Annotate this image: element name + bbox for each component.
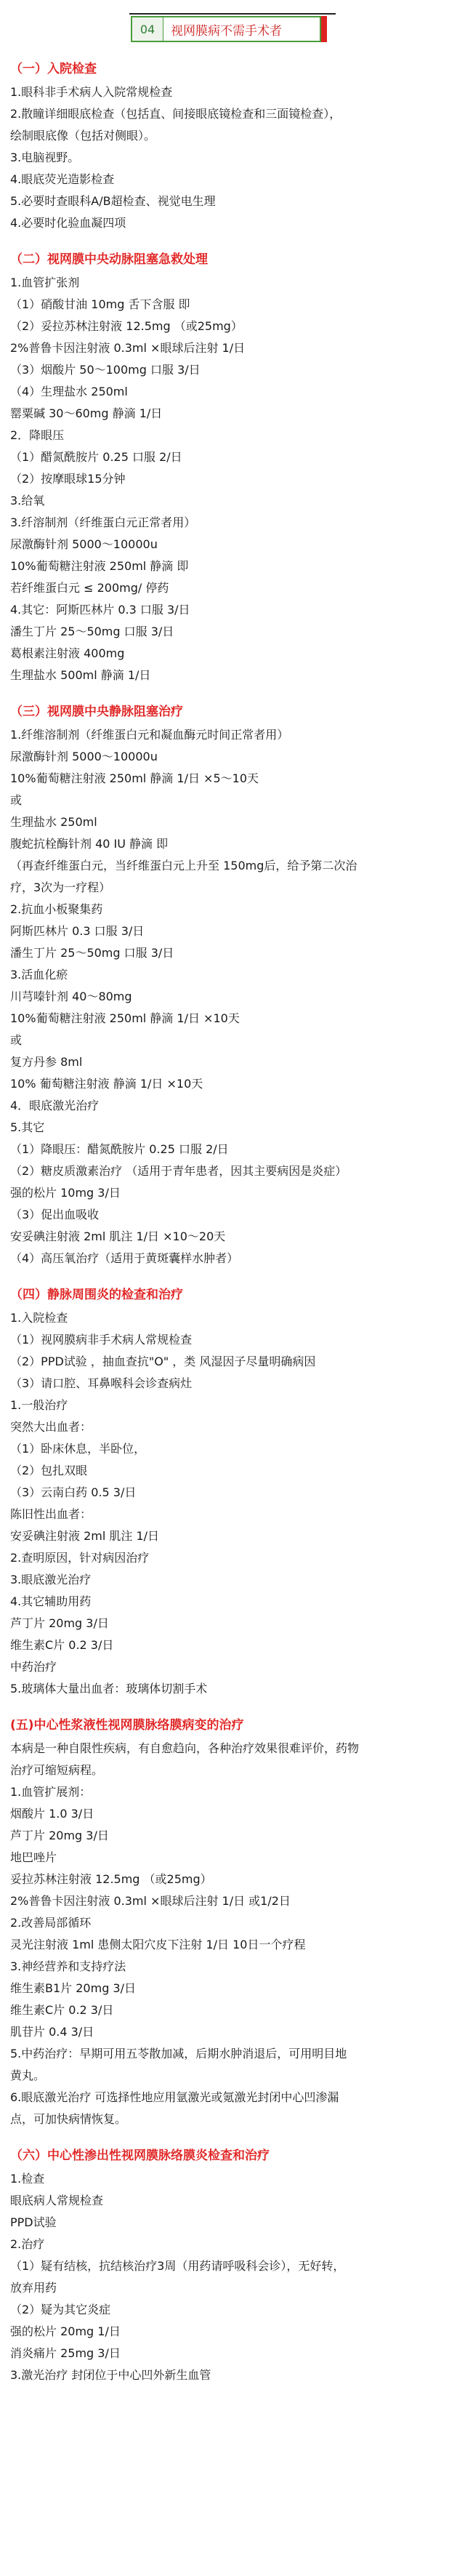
sections-container bbox=[0, 57, 465, 2394]
text-line: 2%普鲁卡因注射液 0.3ml ×眼球后注射 1/日 或1/2日 bbox=[10, 1894, 291, 1908]
text-line: 若纤维蛋白元 ≤ 200mg/ 停药 bbox=[10, 581, 169, 595]
text-line: （3）云南白药 0.5 3/日 bbox=[10, 1485, 137, 1499]
text-line: 烟酸片 1.0 3/日 bbox=[10, 1807, 94, 1821]
text-line: （1）降眼压：醋氮酰胺片 0.25 口服 2/日 bbox=[10, 1142, 229, 1156]
text-line: 3.激光治疗 封闭位于中心凹外新生血管 bbox=[10, 2368, 211, 2382]
text-line: 腹蛇抗栓酶针剂 40 IU 静滴 即 bbox=[10, 837, 169, 851]
text-line: （2）按摩眼球15分钟 bbox=[10, 472, 126, 486]
section-title: （三）视网膜中央静脉阻塞治疗 bbox=[10, 705, 183, 719]
text-line: 强的松片 20mg 1/日 bbox=[10, 2324, 121, 2338]
text-line: 6.眼底激光治疗 可选择性地应用氩激光或氪激光封闭中心凹渗漏 bbox=[10, 2090, 339, 2104]
text-line: 2.改善局部循环 bbox=[10, 1916, 92, 1930]
header-rule bbox=[129, 13, 336, 15]
text-line: （4）生理盐水 250ml bbox=[10, 385, 128, 398]
text-line: 2.治疗 bbox=[10, 2237, 45, 2251]
text-line: 尿激酶针剂 5000～10000u bbox=[10, 537, 158, 551]
text-line: （2）PPD试验 ，抽血查抗"O" ，类 风湿因子尽量明确病因 bbox=[10, 1355, 316, 1368]
text-line: 阿斯匹林片 0.3 口服 3/日 bbox=[10, 924, 145, 938]
text-line: 或 bbox=[10, 793, 23, 807]
text-line: 4．眼底激光治疗 bbox=[10, 1099, 100, 1112]
chapter-number: 04 bbox=[132, 17, 163, 41]
text-line: 尿激酶针剂 5000～10000u bbox=[10, 750, 158, 763]
text-line: （3）促出血吸收 bbox=[10, 1208, 100, 1221]
text-line: 灵光注射液 1ml 患侧太阳穴皮下注射 1/日 10日一个疗程 bbox=[10, 1938, 306, 1951]
text-line: 2.抗血小板聚集药 bbox=[10, 902, 103, 916]
text-line: 5.中药治疗：早期可用五苓散加减，后期水肿消退后，可用明目地 bbox=[10, 2047, 347, 2061]
text-line: 2.查明原因，针对病因治疗 bbox=[10, 1551, 150, 1565]
text-line: 1.检查 bbox=[10, 2172, 45, 2186]
text-line: 肌苷片 0.4 3/日 bbox=[10, 2025, 94, 2039]
text-line: （2）糖皮质激素治疗 （适用于青年患者，因其主要病因是炎症） bbox=[10, 1164, 347, 1178]
text-line: （1）硝酸甘油 10mg 舌下含服 即 bbox=[10, 297, 190, 311]
text-line: （4）高压氧治疗（适用于黄斑囊样水肿者） bbox=[10, 1251, 239, 1265]
text-line: 2.散瞳详细眼底检查（包括直、间接眼底镜检查和三面镜检查）， bbox=[10, 107, 341, 121]
text-line: 复方丹参 8ml bbox=[10, 1055, 83, 1069]
text-line: 3.眼底激光治疗 bbox=[10, 1573, 92, 1586]
text-line: 葛根素注射液 400mg bbox=[10, 646, 125, 660]
section-gap bbox=[10, 1269, 455, 1277]
section bbox=[0, 1283, 465, 1707]
section-gap bbox=[10, 2386, 455, 2394]
text-line: 安妥碘注射液 2ml 肌注 1/日 ×10～20天 bbox=[10, 1229, 226, 1243]
text-line: 3.神经营养和支持疗法 bbox=[10, 1959, 126, 1973]
text-line: 1.血管扩张剂 bbox=[10, 276, 80, 289]
text-line: （1）卧床休息，半卧位， bbox=[10, 1442, 146, 1456]
text-line: 生理盐水 250ml bbox=[10, 815, 97, 829]
text-line: 1.入院检查 bbox=[10, 1311, 68, 1325]
text-line: 点，可加快病情恢复。 bbox=[10, 2112, 127, 2126]
text-line: 3.给氧 bbox=[10, 494, 45, 507]
text-line: 10%葡萄糖注射液 250ml 静滴 1/日 ×5～10天 bbox=[10, 771, 259, 785]
text-line: 地巴唑片 bbox=[10, 1850, 57, 1864]
chapter-header bbox=[0, 0, 465, 51]
text-line: 绘制眼底像（包括对侧眼）。 bbox=[10, 129, 156, 143]
section bbox=[0, 699, 465, 1277]
text-line: 1.血管扩展剂： bbox=[10, 1785, 92, 1799]
text-line: 5.必要时查眼科A/B超检查、视觉电生理 bbox=[10, 194, 216, 208]
header-accent-bar bbox=[321, 16, 327, 42]
text-line: 妥拉苏林注射液 12.5mg （或25mg） bbox=[10, 1872, 212, 1886]
section-gap bbox=[10, 2130, 455, 2138]
section bbox=[0, 1713, 465, 2138]
text-line: （1）疑有结核，抗结核治疗3周（用药请呼吸科会诊），无好转， bbox=[10, 2259, 345, 2273]
text-line: PPD试验 bbox=[10, 2215, 57, 2229]
section-title: (五)中心性浆液性视网膜脉络膜病变的治疗 bbox=[10, 1718, 244, 1733]
text-line: 陈旧性出血者： bbox=[10, 1507, 92, 1521]
text-line: 4.眼底荧光造影检查 bbox=[10, 172, 115, 186]
text-line: 3.电脑视野。 bbox=[10, 151, 80, 164]
text-line: 消炎痛片 25mg 3/日 bbox=[10, 2346, 121, 2360]
text-line: 治疗可缩短病程。 bbox=[10, 1763, 104, 1777]
text-line: 5.其它 bbox=[10, 1120, 45, 1134]
text-line: 5.玻璃体大量出血者：玻璃体切割手术 bbox=[10, 1682, 208, 1696]
section-title: （四）静脉周围炎的检查和治疗 bbox=[10, 1288, 183, 1302]
text-line: （2）疑为其它炎症 bbox=[10, 2303, 111, 2316]
text-line: 罂粟碱 30～60mg 静滴 1/日 bbox=[10, 406, 163, 420]
text-line: 生理盐水 500ml 静滴 1/日 bbox=[10, 668, 151, 682]
text-line: 维生素C片 0.2 3/日 bbox=[10, 2003, 114, 2017]
text-line: 10%葡萄糖注射液 250ml 静滴 即 bbox=[10, 559, 189, 573]
section-gap bbox=[10, 686, 455, 694]
text-line: （1）醋氮酰胺片 0.25 口服 2/日 bbox=[10, 450, 182, 464]
text-line: （2）妥拉苏林注射液 12.5mg （或25mg） bbox=[10, 319, 243, 333]
text-line: 10% 葡萄糖注射液 静滴 1/日 ×10天 bbox=[10, 1077, 203, 1091]
section-title: （六）中心性渗出性视网膜脉络膜炎检查和治疗 bbox=[10, 2148, 270, 2163]
text-line: 3.活血化瘀 bbox=[10, 968, 68, 982]
text-line: 维生素B1片 20mg 3/日 bbox=[10, 1981, 137, 1995]
text-line: 潘生丁片 25～50mg 口服 3/日 bbox=[10, 625, 174, 638]
section-gap bbox=[10, 234, 455, 241]
text-line: 4.其它辅助用药 bbox=[10, 1594, 92, 1608]
text-line: 放弃用药 bbox=[10, 2281, 57, 2295]
text-line: （3）烟酸片 50～100mg 口服 3/日 bbox=[10, 363, 201, 377]
section-gap bbox=[10, 1700, 455, 1707]
text-line: 芦丁片 20mg 3/日 bbox=[10, 1616, 109, 1630]
chapter-title-box bbox=[131, 16, 321, 42]
section-title: （一）入院检查 bbox=[10, 62, 97, 76]
text-line: 强的松片 10mg 3/日 bbox=[10, 1186, 121, 1200]
text-line: 维生素C片 0.2 3/日 bbox=[10, 1638, 114, 1652]
text-line: （3）请口腔、耳鼻喉科会诊查病灶 bbox=[10, 1376, 193, 1390]
section bbox=[0, 57, 465, 241]
text-line: 突然大出血者： bbox=[10, 1420, 92, 1434]
text-line: 川芎嗪针剂 40～80mg bbox=[10, 990, 132, 1003]
text-line: 3.纤溶制剂（纤维蛋白元正常者用） bbox=[10, 515, 196, 529]
section bbox=[0, 2143, 465, 2394]
text-line: 1.眼科非手术病人入院常规检查 bbox=[10, 85, 173, 99]
chapter-title: 视网膜病不需手术者 bbox=[171, 23, 282, 39]
text-line: 或 bbox=[10, 1033, 23, 1047]
section-title: （二）视网膜中央动脉阻塞急救处理 bbox=[10, 252, 208, 267]
text-line: 黄丸。 bbox=[10, 2069, 46, 2082]
text-line: （1）视网膜病非手术病人常规检查 bbox=[10, 1333, 193, 1347]
text-line: （再查纤维蛋白元，当纤维蛋白元上升至 150mg后，给予第二次治 bbox=[10, 859, 357, 872]
text-line: 疗，3次为一疗程） bbox=[10, 880, 111, 894]
text-line: 1.一般治疗 bbox=[10, 1398, 68, 1412]
section bbox=[0, 247, 465, 694]
text-line: （2）包扎双眼 bbox=[10, 1464, 88, 1477]
text-line: 2%普鲁卡因注射液 0.3ml ×眼球后注射 1/日 bbox=[10, 341, 246, 355]
text-line: 1.纤维溶制剂（纤维蛋白元和凝血酶元时间正常者用） bbox=[10, 728, 289, 742]
text-line: 中药治疗 bbox=[10, 1660, 57, 1674]
text-line: 本病是一种自限性疾病，有自愈趋向，各种治疗效果很难评价，药物 bbox=[10, 1741, 360, 1755]
text-line: 4.其它：阿斯匹林片 0.3 口服 3/日 bbox=[10, 603, 190, 617]
text-line: 安妥碘注射液 2ml 肌注 1/日 bbox=[10, 1529, 160, 1543]
text-line: 芦丁片 20mg 3/日 bbox=[10, 1829, 109, 1842]
text-line: 10%葡萄糖注射液 250ml 静滴 1/日 ×10天 bbox=[10, 1011, 240, 1025]
text-line: 潘生丁片 25～50mg 口服 3/日 bbox=[10, 946, 174, 960]
text-line: 4.必要时化验血凝四项 bbox=[10, 216, 126, 230]
text-line: 眼底病人常规检查 bbox=[10, 2194, 104, 2207]
text-line: 2．降眼压 bbox=[10, 428, 65, 442]
